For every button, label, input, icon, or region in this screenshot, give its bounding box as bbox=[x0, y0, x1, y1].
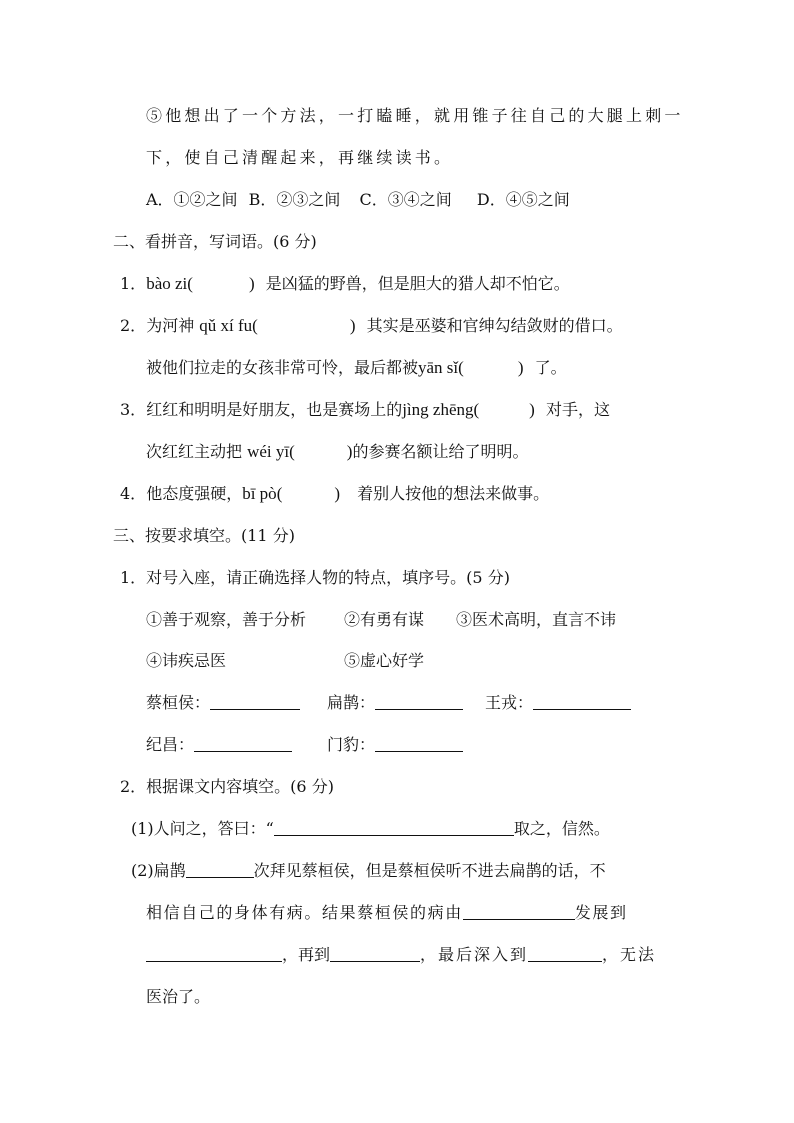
s3-q2-p2-line2-end: 发展到 bbox=[574, 903, 628, 922]
s2-q4-rparen: ) bbox=[334, 484, 341, 503]
s2-q1-rest: 是凶猛的野兽，但是胆大的猎人却不怕它。 bbox=[265, 274, 570, 293]
s3-q2-text: 2．根据课文内容填空。(6 分) bbox=[120, 777, 334, 796]
option-d[interactable]: D．④⑤之间 bbox=[476, 190, 570, 209]
person-menbao-label: 门豹： bbox=[327, 735, 376, 754]
s2-q3-pinyin2: wéi yī bbox=[247, 442, 290, 461]
option-c[interactable]: C．③④之间 bbox=[359, 190, 452, 209]
trait-4: ④讳疾忌医 bbox=[146, 651, 227, 670]
s2-q3-pre: 红红和明明是好朋友，也是赛场上的 bbox=[146, 400, 403, 419]
person-wangrong-label: 王戎： bbox=[485, 693, 534, 712]
s3-q2-p1-blank[interactable] bbox=[274, 819, 514, 836]
s2-q2-num: 2． bbox=[120, 316, 147, 335]
s2-q4-pre: 他态度强硬， bbox=[146, 484, 243, 503]
person-bianque-blank[interactable] bbox=[375, 693, 463, 710]
s2-q4 bbox=[120, 483, 549, 505]
s3-q1-text: 1．对号入座，请正确选择人物的特点，填序号。(5 分) bbox=[120, 568, 510, 587]
s3-q2-p2-line2 bbox=[146, 902, 628, 924]
s2-q2-line1 bbox=[120, 315, 623, 337]
s3-q2-p2-line2-text: 相信自己的身体有病。结果蔡桓侯的病由 bbox=[146, 903, 463, 922]
s3-q2-p1-post: 取之，信然。 bbox=[513, 819, 610, 838]
s2-q2-rparen1: ) bbox=[349, 316, 356, 335]
s3-q2-p2-line1 bbox=[131, 860, 606, 882]
s2-q2-pre2: 被他们拉走的女孩非常可怜，最后都被 bbox=[146, 358, 419, 377]
person-caihuanhou-label: 蔡桓侯： bbox=[146, 693, 211, 712]
trait-3: ③医术高明，直言不讳 bbox=[456, 610, 617, 629]
s2-q1 bbox=[120, 273, 570, 295]
s2-q3-pre2: 次红红主动把 bbox=[146, 442, 248, 461]
s2-q2-pinyin2: yān sǐ bbox=[418, 358, 459, 377]
s3-q2-p2-line3 bbox=[146, 944, 656, 966]
s3-q2-p2-mid: 次拜见蔡桓侯，但是蔡桓侯听不进去扁鹊的话，不 bbox=[253, 861, 606, 880]
section2-title: 二、看拼音，写词语。(6 分) bbox=[113, 232, 317, 251]
s2-q3-rest1: 对手，这 bbox=[545, 400, 610, 419]
s2-q2-rest1: 其实是巫婆和官绅勾结敛财的借口。 bbox=[366, 316, 623, 335]
s2-q2-line2 bbox=[146, 357, 567, 379]
person-caihuanhou-blank[interactable] bbox=[210, 693, 300, 710]
section3-title: 三、按要求填空。(11 分) bbox=[113, 526, 295, 545]
person-jichang-label: 纪昌： bbox=[146, 735, 195, 754]
s2-q1-pinyin: bào zi bbox=[146, 274, 188, 293]
s2-q2-pre: 为河神 bbox=[146, 316, 200, 335]
s3-q2-p2-blank1[interactable] bbox=[186, 861, 254, 878]
s3-q2-p2-line3-b: ，最后深入到 bbox=[420, 945, 529, 964]
s2-q3-rest2: 的参赛名额让给了明明。 bbox=[352, 442, 529, 461]
trait-1: ①善于观察，善于分析 bbox=[146, 610, 307, 629]
s3-q2-p2-blank5[interactable] bbox=[528, 945, 602, 962]
item5-line2: 下，使自己清醒起来，再继续读书。 bbox=[146, 148, 454, 167]
s2-q3-lparen2: ( bbox=[289, 442, 295, 461]
s2-q1-rparen: ) bbox=[248, 274, 255, 293]
person-jichang-blank[interactable] bbox=[194, 735, 292, 752]
option-b[interactable]: B．②③之间 bbox=[248, 190, 341, 209]
s2-q3-lparen1: ( bbox=[473, 400, 480, 419]
s2-q2-lparen2: ( bbox=[458, 358, 464, 377]
s2-q3-line2 bbox=[146, 441, 528, 463]
s3-q2-p2-blank2[interactable] bbox=[463, 903, 575, 920]
s2-q3-num: 3． bbox=[120, 400, 147, 419]
person-menbao bbox=[327, 734, 463, 756]
s2-q3-pinyin1: jìng zhēng bbox=[402, 400, 474, 419]
s2-q1-num: 1． bbox=[120, 274, 147, 293]
person-wangrong bbox=[485, 692, 631, 714]
s3-q2-p2-line3-c: ，无法 bbox=[602, 945, 657, 964]
s2-q4-lparen: ( bbox=[276, 484, 283, 503]
trait-5: ⑤虚心好学 bbox=[344, 651, 425, 670]
person-caihuanhou bbox=[146, 692, 300, 714]
s2-q2-rparen2: ) bbox=[517, 358, 524, 377]
s2-q3-line1 bbox=[120, 399, 610, 421]
s3-q2-p2-blank4[interactable] bbox=[330, 945, 420, 962]
s2-q4-rest: 着别人按他的想法来做事。 bbox=[357, 484, 550, 503]
s2-q3-rparen1: ) bbox=[529, 400, 535, 419]
s2-q1-lparen: ( bbox=[187, 274, 193, 293]
option-a[interactable]: A．①②之间 bbox=[146, 190, 238, 209]
s2-q4-pinyin: bī pò bbox=[242, 484, 277, 503]
person-wangrong-blank[interactable] bbox=[533, 693, 631, 710]
s2-q2-rest2: 了。 bbox=[534, 358, 567, 377]
s3-q2-p1 bbox=[131, 818, 610, 840]
person-jichang bbox=[146, 734, 292, 756]
s3-q2-p1-pre: (1)人问之，答曰：“ bbox=[131, 819, 274, 838]
s3-q2-p2-blank3[interactable] bbox=[146, 945, 282, 962]
s2-q4-num: 4． bbox=[120, 484, 147, 503]
s2-q3-rparen2: ) bbox=[346, 442, 353, 461]
person-bianque-label: 扁鹊： bbox=[327, 693, 376, 712]
s2-q2-lparen1: ( bbox=[252, 316, 258, 335]
s3-q2-p2-line4: 医治了。 bbox=[146, 987, 211, 1006]
s2-q2-pinyin1: qǔ xí fu bbox=[199, 316, 253, 335]
item5-line1: ⑤他想出了一个方法，一打瞌睡，就用锥子往自己的大腿上刺一 bbox=[146, 106, 684, 125]
trait-2: ②有勇有谋 bbox=[344, 610, 425, 629]
options-row bbox=[146, 189, 570, 211]
s3-q2-p2-line3-a: ，再到 bbox=[282, 945, 331, 964]
s3-q2-p2-pre: (2)扁鹊 bbox=[131, 861, 186, 880]
person-menbao-blank[interactable] bbox=[375, 735, 463, 752]
person-bianque bbox=[327, 692, 463, 714]
